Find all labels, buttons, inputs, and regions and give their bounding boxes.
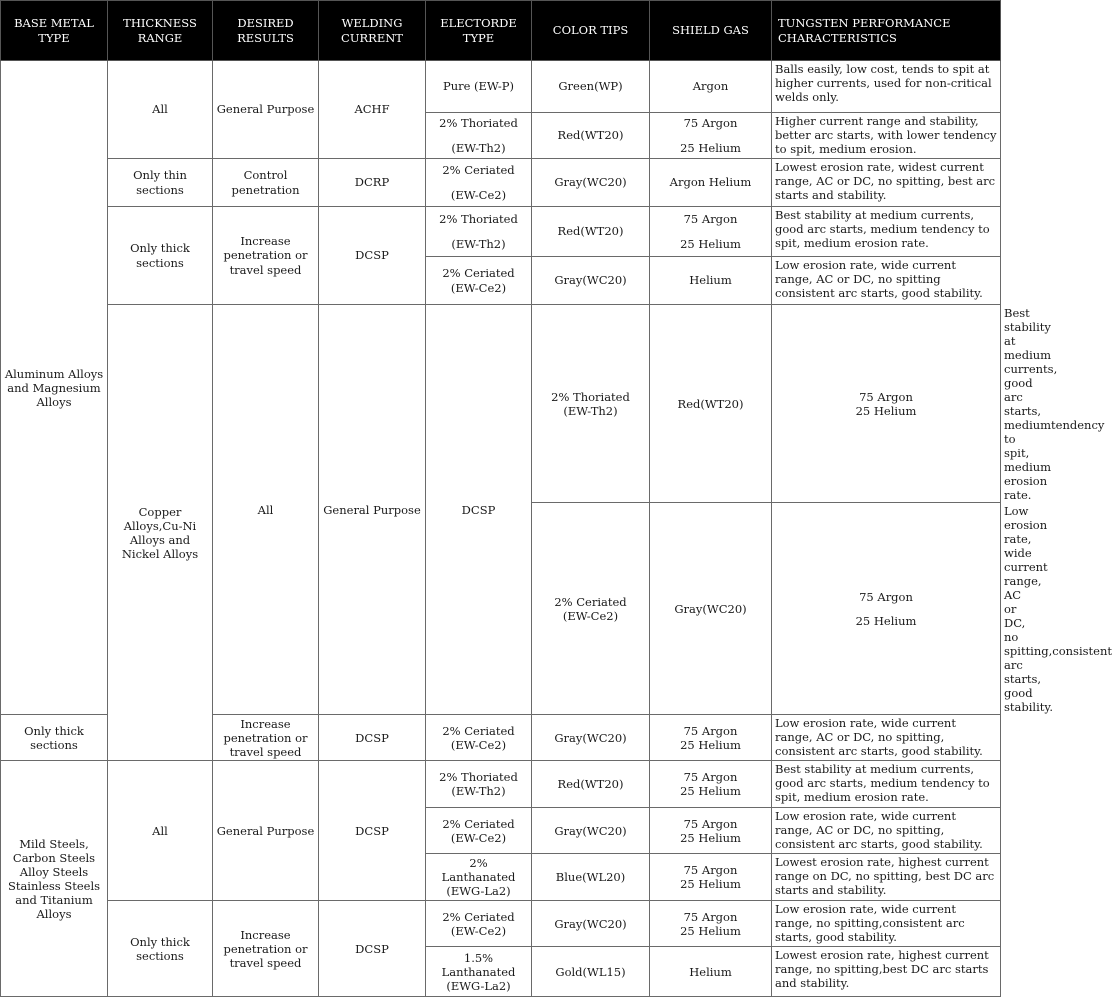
desired-results-cell: General Purpose bbox=[213, 761, 319, 901]
electrode-line: (EW-Th2) bbox=[451, 784, 506, 799]
gas-line: 75 Argon bbox=[683, 723, 738, 738]
gas-line: Argon bbox=[692, 79, 729, 94]
electrode-line: Pure (EW-P) bbox=[442, 79, 515, 94]
electrode-line: (EW-Th2) bbox=[451, 140, 506, 155]
electrode-line: 2% Thoriated bbox=[439, 212, 518, 227]
electrode-line: 2% bbox=[469, 856, 488, 871]
base-metal-cell: Copper Alloys,Cu-Ni Alloys and Nickel Alloys bbox=[108, 305, 213, 761]
table-row bbox=[1, 159, 1001, 207]
performance-cell: Lowest erosion rate, highest current range, no spitting,best DC arc starts and stability. bbox=[772, 947, 1001, 997]
desired-results-cell: Increase penetration or travel speed bbox=[213, 715, 319, 761]
thickness-cell: All bbox=[108, 61, 213, 159]
electrode-line: 2% Thoriated bbox=[551, 389, 630, 404]
gas-line: Helium bbox=[689, 273, 732, 288]
color-tip-cell: Gray(WC20) bbox=[532, 715, 650, 761]
gas-line: Argon Helium bbox=[669, 175, 752, 190]
electrode-line: Lanthanated bbox=[441, 870, 516, 885]
shield-gas-cell bbox=[772, 305, 1001, 503]
desired-results-cell: Increase penetration or travel speed bbox=[213, 207, 319, 305]
header-performance: TUNGSTEN PERFORMANCE CHARACTERISTICS bbox=[772, 1, 1001, 61]
shield-gas-cell bbox=[650, 854, 772, 901]
electrode-cell bbox=[426, 159, 532, 207]
gas-line: 25 Helium bbox=[680, 140, 741, 155]
gas-line: 25 Helium bbox=[680, 830, 741, 845]
shield-gas-cell bbox=[650, 61, 772, 113]
electrode-line: (EW-Ce2) bbox=[450, 737, 507, 752]
header-shield-gas: SHIELD GAS bbox=[650, 1, 772, 61]
shield-gas-cell bbox=[650, 947, 772, 997]
electrode-line: 2% Ceriated bbox=[442, 163, 515, 178]
electrode-cell bbox=[532, 503, 650, 715]
thickness-cell: All bbox=[213, 305, 319, 715]
table-row bbox=[1, 761, 1001, 808]
shield-gas-cell bbox=[650, 207, 772, 257]
gas-line: 75 Argon bbox=[683, 770, 738, 785]
header-electrode-type: ELECTORDE TYPE bbox=[426, 1, 532, 61]
gas-line: Helium bbox=[689, 964, 732, 979]
electrode-line: 2% Ceriated bbox=[442, 909, 515, 924]
electrode-line: (EW-Th2) bbox=[451, 236, 506, 251]
performance-cell: Low erosion rate, wide current range, AC or DC, no spitting, consistent arc starts, good stability. bbox=[772, 808, 1001, 854]
electrode-line: (EWG-La2) bbox=[446, 884, 511, 899]
shield-gas-cell bbox=[650, 113, 772, 159]
color-tip-cell: Gold(WL15) bbox=[532, 947, 650, 997]
gas-line: 75 Argon bbox=[683, 863, 738, 878]
desired-results-cell: General Purpose bbox=[319, 305, 426, 715]
performance-cell: Low erosion rate, wide current range, no spitting,consistent arc starts, good stability. bbox=[772, 901, 1001, 947]
welding-current-cell: ACHF bbox=[319, 61, 426, 159]
electrode-cell bbox=[426, 761, 532, 808]
table-row bbox=[1, 901, 1001, 947]
gas-line: 25 Helium bbox=[680, 236, 741, 251]
color-tip-cell: Red(WT20) bbox=[532, 761, 650, 808]
color-tip-cell: Red(WT20) bbox=[532, 207, 650, 257]
table-row: Copper Alloys,Cu-Ni Alloys and Nickel Alloys All General Purpose DCSP 2% Thoriated (EW-Th2) Red(WT20) 75 Argon 25 Helium Best stability at medium currents, good arc starts, mediumtendency to spit, medium erosion rate. bbox=[1, 305, 1001, 503]
table-row bbox=[1, 61, 1001, 113]
header-thickness-range: THICKNESS RANGE bbox=[108, 1, 213, 61]
thickness-cell: Only thick sections bbox=[108, 207, 213, 305]
performance-cell: Best stability at medium currents, good arc starts, medium tendency to spit, medium erosion rate. bbox=[772, 761, 1001, 808]
header-desired-results: DESIRED RESULTS bbox=[213, 1, 319, 61]
gas-line: 25 Helium bbox=[680, 877, 741, 892]
color-tip-cell: Green(WP) bbox=[532, 61, 650, 113]
electrode-cell bbox=[426, 257, 532, 305]
electrode-line: 2% Thoriated bbox=[439, 116, 518, 131]
electrode-cell bbox=[426, 901, 532, 947]
desired-results-cell: Increase penetration or travel speed bbox=[213, 901, 319, 997]
electrode-cell bbox=[426, 207, 532, 257]
electrode-cell bbox=[426, 113, 532, 159]
shield-gas-cell bbox=[772, 503, 1001, 715]
header-row bbox=[1, 1, 1001, 61]
electrode-line: (EW-Ce2) bbox=[450, 280, 507, 295]
welding-current-cell: DCSP bbox=[319, 715, 426, 761]
performance-cell: Lowest erosion rate, widest current range, AC or DC, no spitting, best arc starts and stability. bbox=[772, 159, 1001, 207]
color-tip-cell: Red(WT20) bbox=[532, 113, 650, 159]
thickness-cell: Only thick sections bbox=[1, 715, 108, 761]
electrode-line: (EW-Ce2) bbox=[450, 830, 507, 845]
electrode-line: Lanthanated bbox=[441, 964, 516, 979]
welding-current-cell: DCSP bbox=[426, 305, 532, 715]
electrode-line: 1.5% bbox=[463, 950, 494, 965]
desired-results-cell: Control penetration bbox=[213, 159, 319, 207]
base-metal-cell: Aluminum Alloys and Magnesium Alloys bbox=[1, 61, 108, 715]
electrode-line: 2% Ceriated bbox=[442, 723, 515, 738]
electrode-line: 2% Thoriated bbox=[439, 770, 518, 785]
shield-gas-cell bbox=[650, 715, 772, 761]
shield-gas-cell bbox=[650, 159, 772, 207]
table-row: 2% Ceriated (EW-Ce2) Gray(WC20) 75 Argon 25 Helium Low erosion rate, wide current range, AC or DC, no spitting,consistent arc starts, good stability. bbox=[1, 503, 1001, 715]
gas-line: 25 Helium bbox=[680, 784, 741, 799]
gas-line: 25 Helium bbox=[680, 737, 741, 752]
welding-current-cell: DCRP bbox=[319, 159, 426, 207]
welding-current-cell: DCSP bbox=[319, 901, 426, 997]
shield-gas-cell bbox=[650, 761, 772, 808]
shield-gas-cell bbox=[650, 257, 772, 305]
color-tip-cell: Gray(WC20) bbox=[532, 808, 650, 854]
base-metal-cell: Mild Steels, Carbon Steels Alloy Steels Stainless Steels and Titanium Alloys bbox=[1, 761, 108, 997]
electrode-line: (EW-Ce2) bbox=[450, 923, 507, 938]
electrode-line: (EW-Ce2) bbox=[450, 187, 507, 202]
performance-cell: Low erosion rate, wide current range, AC or DC, no spitting, consistent arc starts, good stability. bbox=[772, 715, 1001, 761]
color-tip-cell: Gray(WC20) bbox=[650, 503, 772, 715]
gas-line: 75 Argon bbox=[683, 116, 738, 131]
performance-cell: Lowest erosion rate, highest current range on DC, no spitting, best DC arc starts and stability. bbox=[772, 854, 1001, 901]
shield-gas-cell bbox=[650, 808, 772, 854]
electrode-line: 2% Ceriated bbox=[554, 594, 627, 609]
electrode-line: (EWG-La2) bbox=[446, 978, 511, 993]
gas-line: 75 Argon bbox=[683, 909, 738, 924]
header-color-tips: COLOR TIPS bbox=[532, 1, 650, 61]
welding-current-cell: DCSP bbox=[319, 207, 426, 305]
gas-line: 25 Helium bbox=[680, 923, 741, 938]
header-welding-current: WELDING CURRENT bbox=[319, 1, 426, 61]
header-base-metal: BASE METAL TYPE bbox=[1, 1, 108, 61]
thickness-cell: Only thick sections bbox=[108, 901, 213, 997]
gas-line: 25 Helium bbox=[855, 613, 917, 628]
electrode-line: 2% Ceriated bbox=[442, 266, 515, 281]
electrode-cell bbox=[426, 808, 532, 854]
color-tip-cell: Gray(WC20) bbox=[532, 257, 650, 305]
electrode-line: 2% Ceriated bbox=[442, 816, 515, 831]
color-tip-cell: Gray(WC20) bbox=[532, 159, 650, 207]
electrode-cell bbox=[426, 61, 532, 113]
performance-cell: Balls easily, low cost, tends to spit at higher currents, used for non-critical welds only. bbox=[772, 61, 1001, 113]
thickness-cell: All bbox=[108, 761, 213, 901]
electrode-cell bbox=[426, 715, 532, 761]
performance-cell: Higher current range and stability, better arc starts, with lower tendency to spit, medium erosion. bbox=[772, 113, 1001, 159]
thickness-cell: Only thin sections bbox=[108, 159, 213, 207]
performance-cell: Low erosion rate, wide current range, AC or DC, no spitting consistent arc starts, good stability. bbox=[772, 257, 1001, 305]
electrode-line: (EW-Th2) bbox=[563, 403, 618, 418]
electrode-cell bbox=[426, 947, 532, 997]
shield-gas-cell bbox=[650, 901, 772, 947]
desired-results-cell: General Purpose bbox=[213, 61, 319, 159]
welding-current-cell: DCSP bbox=[319, 761, 426, 901]
electrode-cell bbox=[532, 305, 650, 503]
color-tip-cell: Blue(WL20) bbox=[532, 854, 650, 901]
electrode-cell bbox=[426, 854, 532, 901]
electrode-line: (EW-Ce2) bbox=[562, 608, 619, 623]
gas-line: 25 Helium bbox=[855, 403, 917, 418]
color-tip-cell: Gray(WC20) bbox=[532, 901, 650, 947]
table-row bbox=[1, 207, 1001, 257]
color-tip-cell: Red(WT20) bbox=[650, 305, 772, 503]
gas-line: 75 Argon bbox=[683, 212, 738, 227]
gas-line: 75 Argon bbox=[859, 589, 913, 604]
performance-cell: Best stability at medium currents, good arc starts, medium tendency to spit, medium erosion rate. bbox=[772, 207, 1001, 257]
gas-line: 75 Argon bbox=[859, 389, 913, 404]
gas-line: 75 Argon bbox=[683, 816, 738, 831]
